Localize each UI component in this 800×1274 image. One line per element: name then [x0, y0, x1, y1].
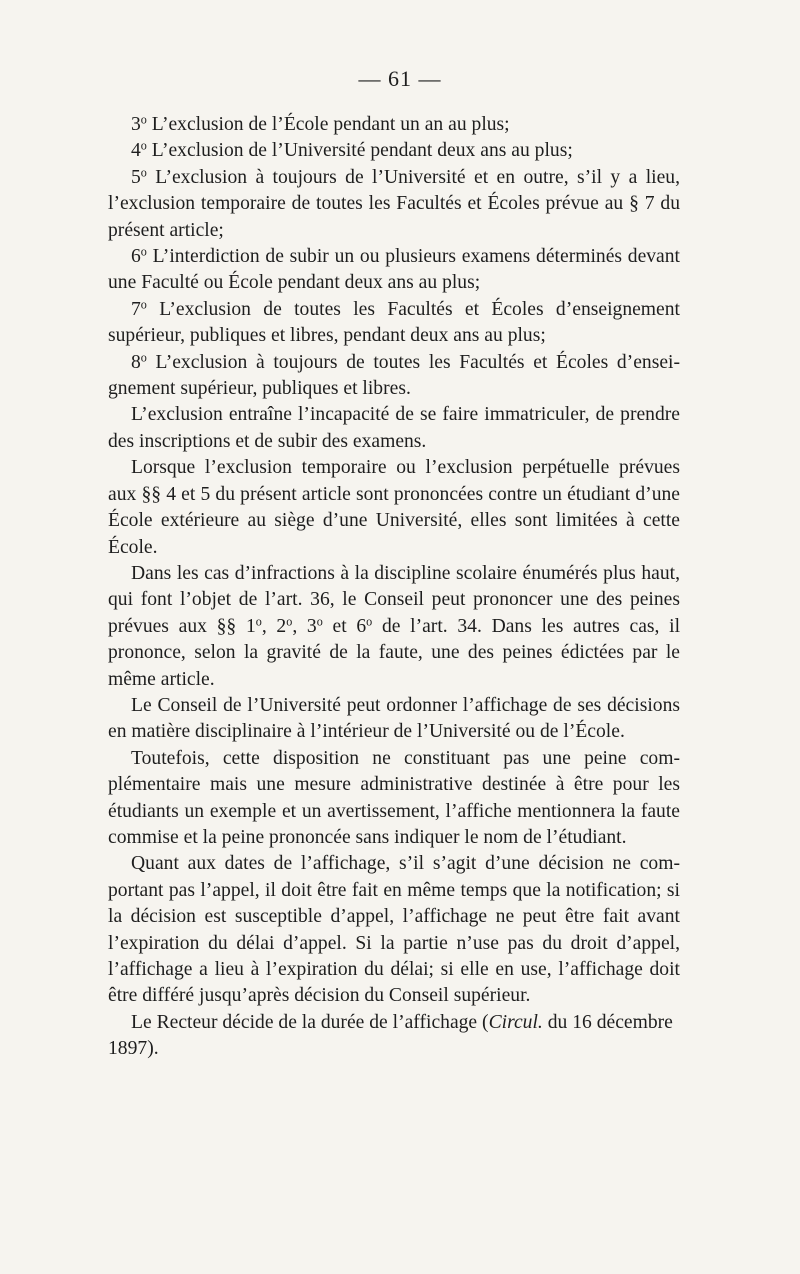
- text-run: Le Recteur décide de la durée de l’affichage (: [131, 1011, 489, 1033]
- text-run: Dans les cas d’infractions à la discipline scolaire énumérés plus haut, qui font l’objet de l’art. 36, le Conseil peut prononcer une des peines prévues aux §§ 1: [108, 562, 680, 637]
- paragraph: [108, 561, 680, 693]
- paragraph: [108, 112, 680, 138]
- text-run: L’interdiction de subir un ou plusieurs examens déterminés devant une Faculté ou École pendant deux ans au plus;: [108, 246, 680, 294]
- ordinal-superscript: o: [140, 138, 147, 153]
- text-run: L’exclusion à toujours de toutes les Facultés et Écoles d’enseignement supérieur, publiques et libres.: [108, 351, 680, 400]
- ordinal-superscript: o: [366, 614, 373, 629]
- paragraph: [108, 297, 680, 350]
- text-run: Lorsque l’exclusion temporaire ou l’exclusion perpétuelle prévues aux §§ 4 et 5 du présent article sont prononcées contre un étudiant d’une École extérieure au siège d’une Université, elles sont limitées à cette École.: [108, 457, 680, 558]
- paragraph: [108, 138, 680, 164]
- ordinal-superscript: o: [286, 614, 293, 629]
- text-run: 4: [131, 140, 141, 162]
- paragraph: [108, 1010, 680, 1063]
- paragraph: [108, 851, 680, 1009]
- ordinal-superscript: o: [140, 112, 147, 127]
- paragraph: [108, 244, 680, 297]
- text-run: 3: [131, 114, 141, 135]
- text-run: L’exclusion de toutes les Facultés et Écoles d’enseignement supérieur, publiques et libres, pendant deux ans au plus;: [108, 298, 680, 347]
- text-run: de l’art. 34. Dans les autres cas, il prononce, selon la gravité de la faute, une des peines édictées par le même article.: [108, 615, 681, 690]
- body-text: [108, 112, 680, 1063]
- text-run: , 2: [261, 615, 287, 637]
- text-run: Le Conseil de l’Université peut ordonner l’affichage de ses décisions en matière disciplinaire à l’intérieur de l’Université ou de l’École.: [108, 694, 680, 743]
- text-run: 6: [131, 246, 141, 268]
- text-run: 5: [131, 166, 141, 188]
- paragraph: [108, 455, 680, 561]
- italic-citation: Circul.: [488, 1011, 543, 1033]
- ordinal-superscript: o: [140, 244, 147, 259]
- text-run: et 6: [322, 615, 367, 637]
- text-run: L’exclusion de l’Université pendant deux ans au plus;: [146, 140, 573, 162]
- paragraph: [108, 402, 680, 455]
- ordinal-superscript: o: [255, 614, 262, 629]
- paragraph: [108, 746, 680, 852]
- text-run: , 3: [292, 615, 317, 637]
- text-run: Quant aux dates de l’affichage, s’il s’agit d’une décision ne comportant pas l’appel, il doit être fait en même temps que la notification; si la décision est susceptible d’appel, l’affichage ne peut être fait avant l’expiration du délai d’appel. Si la partie n’use pas du droit d’appel, l’affichage a lieu à l’expiration du délai; si elle en use, l’affichage doit être différé jusqu’après décision du Conseil supérieur.: [108, 853, 680, 1007]
- text-run: L’exclusion de l’École pendant un an au plus;: [146, 114, 510, 135]
- paragraph: [108, 165, 680, 244]
- ordinal-superscript: o: [140, 349, 147, 364]
- text-run: Toutefois, cette disposition ne constituant pas une peine complémentaire mais une mesure administrative destinée à être pour les étudiants un exemple et un avertissement, l’affiche mentionnera la faute commise et la peine prononcée sans indiquer le nom de l’étudiant.: [108, 747, 680, 848]
- text-run: 8: [131, 351, 141, 373]
- text-run: 7: [131, 298, 141, 320]
- text-run: du 16 décembre 1897).: [108, 1011, 673, 1060]
- page-number: — 61 —: [358, 66, 442, 91]
- paragraph: [108, 693, 680, 746]
- text-run: L’exclusion entraîne l’incapacité de se faire immatriculer, de prendre des inscriptions et de subir des examens.: [108, 404, 680, 452]
- text-run: L’exclusion à toujours de l’Université et en outre, s’il y a lieu, l’exclusion temporaire de toutes les Facultés et Écoles prévue au § 7 du présent article;: [108, 166, 680, 241]
- ordinal-superscript: o: [316, 614, 323, 629]
- ordinal-superscript: o: [140, 165, 147, 180]
- paragraph: [108, 350, 680, 403]
- ordinal-superscript: o: [140, 297, 147, 312]
